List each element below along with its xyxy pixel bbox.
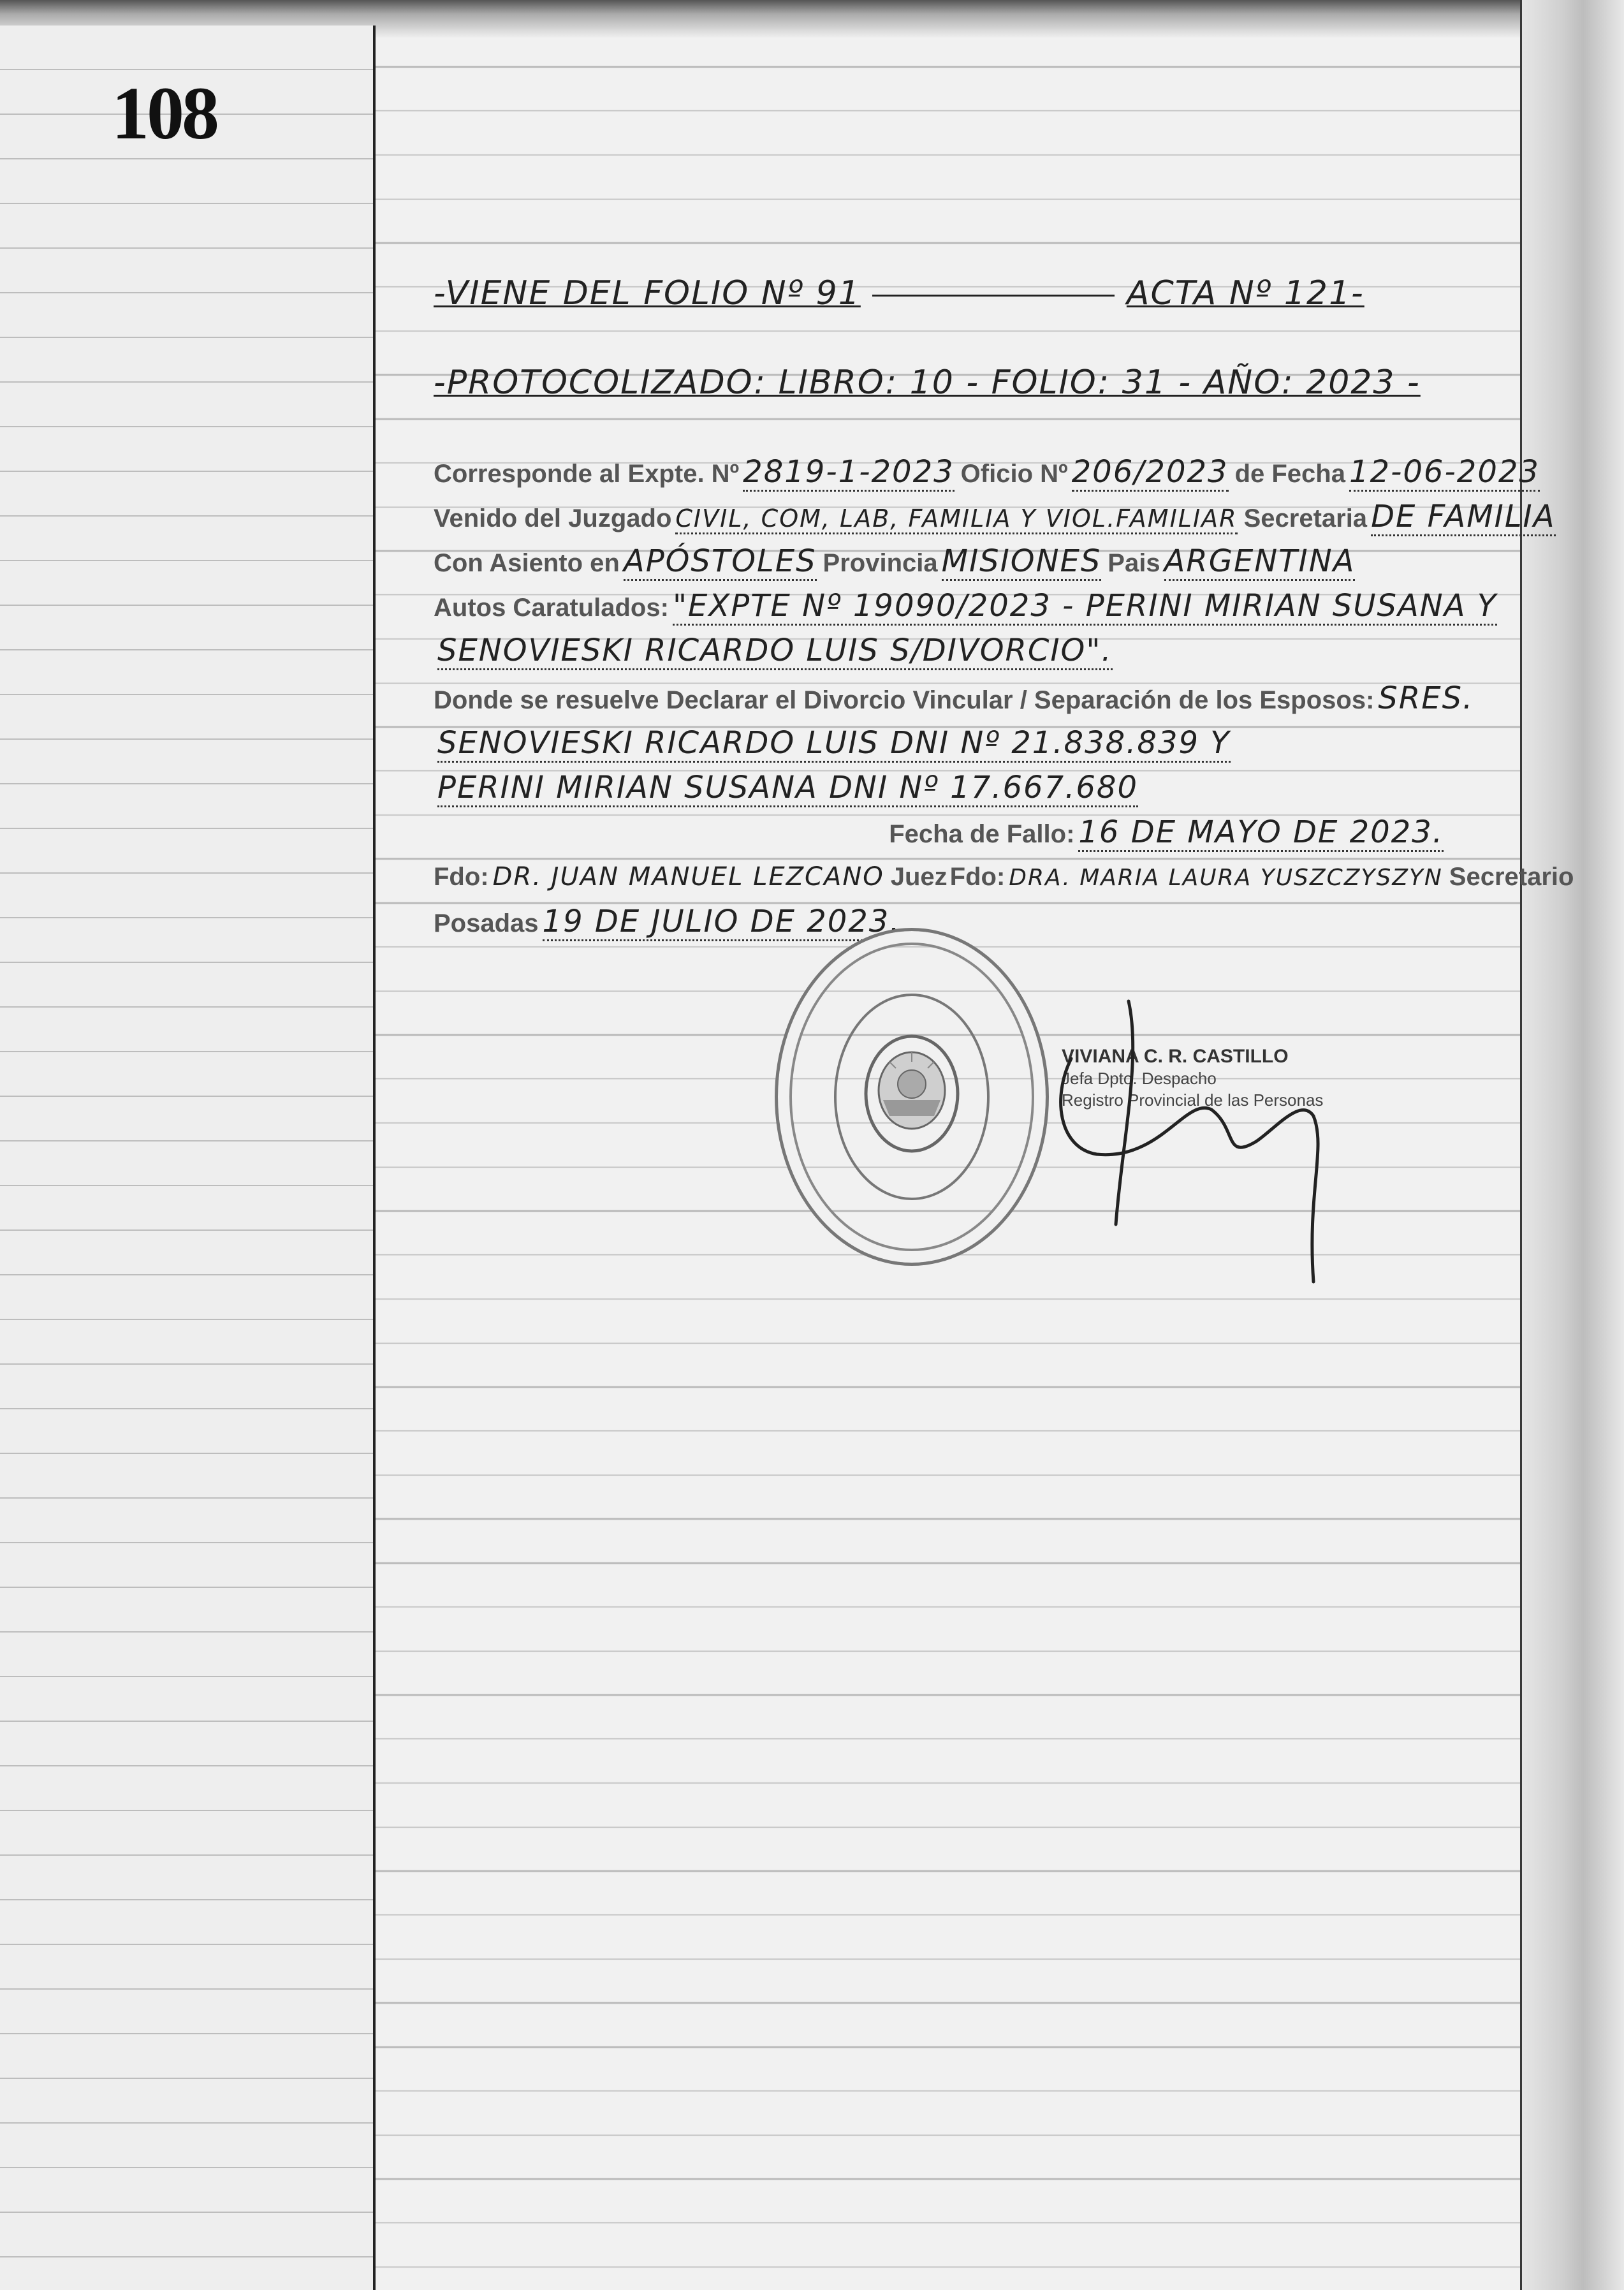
pais-label: Pais xyxy=(1108,549,1160,577)
fecha-fallo-value: 16 DE MAYO DE 2023. xyxy=(1078,814,1444,852)
seal-graphic xyxy=(778,931,1046,1263)
header-viene-del-folio xyxy=(434,274,1441,312)
expte-row xyxy=(434,450,1540,494)
asiento-value: APÓSTOLES xyxy=(624,543,817,581)
juez-value: DR. JUAN MANUEL LEZCANO xyxy=(492,862,884,892)
signer-name: VIVIANA C. R. CASTILLO xyxy=(1062,1046,1289,1067)
juzgado-row xyxy=(434,494,1556,539)
fecha-value: 12-06-2023 xyxy=(1349,454,1540,492)
esposo-2-row xyxy=(434,765,1441,810)
oficio-value: 206/2023 xyxy=(1072,454,1229,492)
donde-label: Donde se resuelve Declarar el Divorcio Vincular / Separación de los Esposos: xyxy=(434,686,1375,714)
official-seal xyxy=(775,928,1049,1266)
header-rule xyxy=(872,295,1115,297)
expte-label: Corresponde al Expte. Nº xyxy=(434,460,740,488)
left-margin-column xyxy=(0,26,376,2290)
fecha-fallo-label: Fecha de Fallo: xyxy=(889,820,1075,848)
asiento-row xyxy=(434,539,1441,584)
esposo-2: PERINI MIRIAN SUSANA DNI Nº 17.667.680 xyxy=(437,770,1138,807)
juzgado-value: CIVIL, COM, LAB, FAMILIA Y VIOL.FAMILIAR xyxy=(675,504,1237,534)
viene-del-folio: -VIENE DEL FOLIO Nº 91 xyxy=(434,274,861,312)
secretaria-label: Secretaria xyxy=(1243,504,1368,532)
fecha-fallo-row xyxy=(434,810,1447,855)
autos-value-1: "EXPTE Nº 19090/2023 - PERINI MIRIAN SUSANA Y xyxy=(673,588,1497,626)
autos-label: Autos Caratulados: xyxy=(434,594,669,622)
secretaria-value: DE FAMILIA xyxy=(1371,499,1555,536)
autos-row xyxy=(434,584,1498,628)
esposo-1: SENOVIESKI RICARDO LUIS DNI Nº 21.838.839 Y xyxy=(437,725,1231,763)
juez-label: Juez xyxy=(890,863,947,891)
oficio-label: Oficio Nº xyxy=(960,460,1068,488)
protocolizado: -PROTOCOLIZADO: LIBRO: 10 - FOLIO: 31 - AÑO: 2023 - xyxy=(434,363,1421,402)
pais-value: ARGENTINA xyxy=(1164,543,1356,581)
page-number: 108 xyxy=(112,71,217,155)
signer-office: Registro Provincial de las Personas xyxy=(1062,1090,1324,1110)
book-edge xyxy=(1520,0,1624,2290)
asiento-label: Con Asiento en xyxy=(434,549,620,577)
fdo-label: Fdo: xyxy=(434,863,489,891)
donde-value: SRES. xyxy=(1378,680,1474,716)
fdo2-label: Fdo: xyxy=(949,863,1006,891)
signer-title: Jefa Dpto. Despacho xyxy=(1062,1069,1217,1088)
posadas-value: 19 DE JULIO DE 2023. xyxy=(543,904,901,941)
header-protocolizado xyxy=(434,363,1441,402)
donde-row xyxy=(434,676,1474,721)
acta-number: ACTA Nº 121- xyxy=(1126,274,1364,312)
provincia-value: MISIONES xyxy=(942,543,1102,581)
esposo-1-row xyxy=(434,721,1441,765)
autos-value-2: SENOVIESKI RICARDO LUIS S/DIVORCIO". xyxy=(437,633,1113,670)
fecha-label: de Fecha xyxy=(1234,460,1345,488)
expte-value: 2819-1-2023 xyxy=(743,454,955,492)
handwritten-signature xyxy=(1046,982,1377,1301)
provincia-label: Provincia xyxy=(823,549,938,577)
juzgado-label: Venido del Juzgado xyxy=(434,504,672,532)
autos-row-2 xyxy=(434,628,1441,673)
posadas-label: Posadas xyxy=(434,909,539,937)
secretario-label: Secretario xyxy=(1449,863,1574,891)
firmas-row xyxy=(434,855,1574,899)
secretario-value: DRA. MARIA LAURA YUSZCZYSZYN xyxy=(1009,865,1443,891)
